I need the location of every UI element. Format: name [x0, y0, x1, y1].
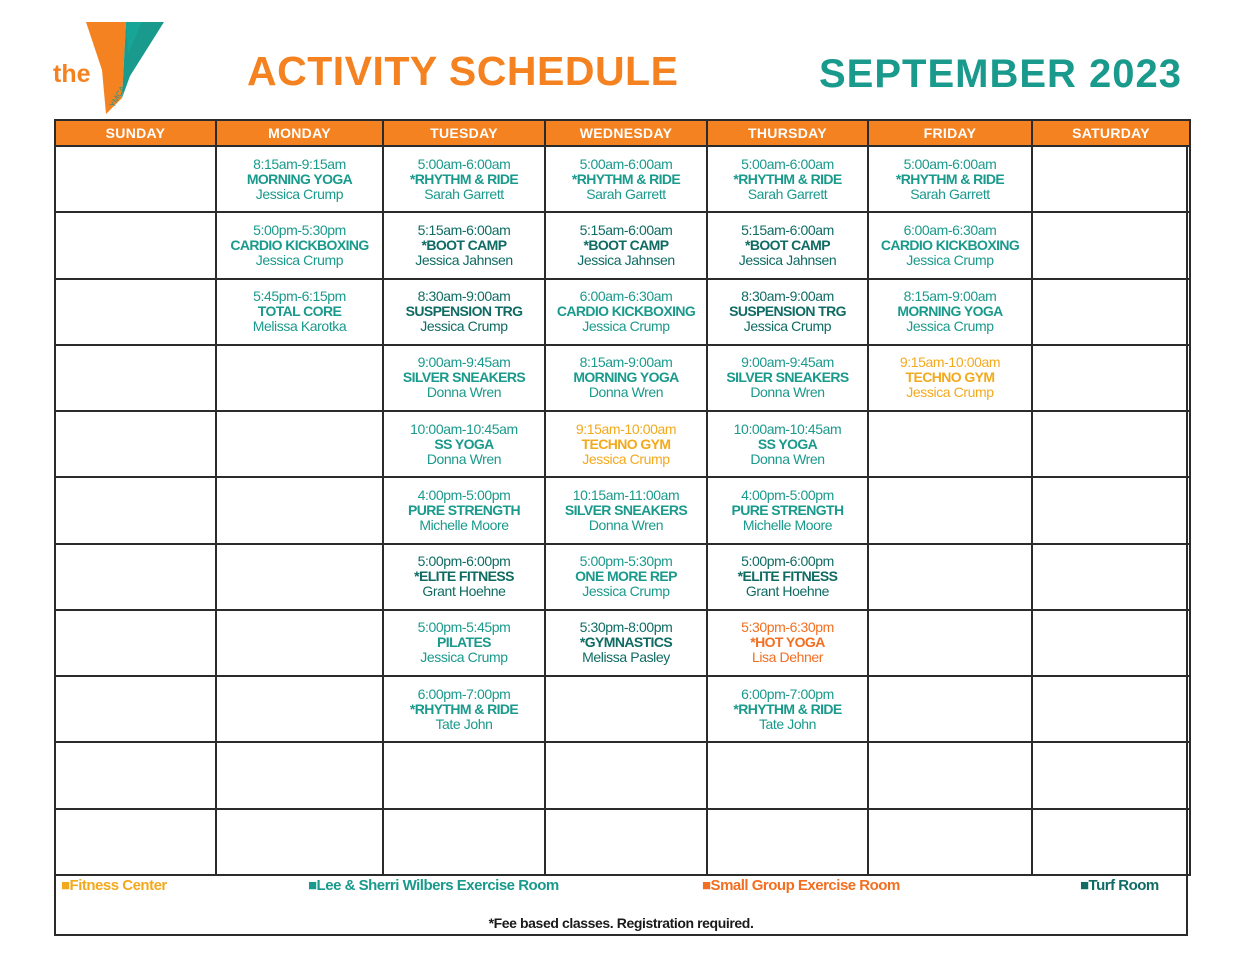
class-instructor: Michelle Moore [742, 516, 833, 533]
legend-small-group: ■Small Group Exercise Room [702, 877, 900, 894]
schedule-cell-wednesday [545, 411, 707, 477]
schedule-cell-monday [216, 279, 383, 345]
page-title: ACTIVITY SCHEDULE [247, 48, 679, 94]
class-time: 9:00am-9:45am [741, 354, 834, 371]
class-entry [384, 223, 544, 268]
class-entry [708, 687, 867, 732]
schedule-cell-sunday [55, 146, 216, 212]
schedule-cell-thursday [707, 212, 868, 278]
schedule-cell-sunday [55, 544, 216, 610]
ymca-sub-text: YMCA [107, 84, 128, 109]
class-instructor: Jessica Crump [255, 251, 344, 268]
class-time: 5:30pm-6:30pm [741, 619, 834, 636]
schedule-table [54, 119, 1191, 876]
schedule-cell-saturday [1032, 544, 1190, 610]
schedule-cell-friday [868, 477, 1032, 543]
class-instructor: Donna Wren [426, 450, 502, 467]
day-header-saturday: SATURDAY [1032, 120, 1190, 146]
schedule-cell-tuesday [383, 212, 545, 278]
legend-fitness-center: ■Fitness Center [61, 877, 167, 894]
class-instructor: Jessica Crump [420, 318, 508, 335]
schedule-row [55, 477, 1190, 543]
class-entry [384, 289, 544, 334]
class-instructor: Jessica Crump [255, 185, 344, 202]
legend-exercise-room: ■Lee & Sherri Wilbers Exercise Room [308, 877, 559, 894]
class-name: *RHYTHM & RIDE [409, 170, 519, 187]
schedule-cell-sunday [55, 610, 216, 676]
class-entry [708, 289, 867, 334]
schedule-row [55, 345, 1190, 411]
class-instructor: Tate John [758, 715, 817, 732]
schedule-cell-tuesday [383, 477, 545, 543]
class-name: *HOT YOGA [750, 634, 825, 651]
class-instructor: Jessica Crump [906, 251, 994, 268]
schedule-cell-saturday [1032, 809, 1190, 875]
class-instructor: Sarah Garrett [910, 185, 990, 202]
schedule-cell-wednesday [545, 146, 707, 212]
schedule-cell-friday [868, 411, 1032, 477]
class-name: *RHYTHM & RIDE [733, 700, 842, 717]
schedule-cell-saturday [1032, 610, 1190, 676]
class-time: 5:00pm-5:30pm [253, 221, 346, 238]
class-time: 9:15am-10:00am [899, 354, 1001, 371]
class-time: 5:45pm-6:15pm [253, 288, 346, 305]
schedule-row [55, 742, 1190, 808]
schedule-cell-monday [216, 212, 383, 278]
schedule-cell-saturday [1032, 742, 1190, 808]
schedule-cell-saturday [1032, 345, 1190, 411]
schedule-cell-wednesday [545, 477, 707, 543]
schedule-cell-monday [216, 676, 383, 742]
schedule-cell-saturday [1032, 477, 1190, 543]
class-name: PILATES [437, 634, 491, 651]
class-time: 5:00pm-6:00pm [417, 553, 511, 570]
class-entry [708, 157, 867, 202]
class-instructor: Michelle Moore [419, 516, 509, 533]
class-name: CARDIO KICKBOXING [880, 236, 1020, 253]
class-time: 5:00am-6:00am [417, 155, 511, 172]
schedule-cell-monday [216, 809, 383, 875]
class-name: *BOOT CAMP [421, 236, 507, 253]
schedule-row [55, 544, 1190, 610]
schedule-cell-saturday [1032, 279, 1190, 345]
schedule-cell-friday [868, 610, 1032, 676]
class-entry [384, 355, 544, 400]
class-name: PURE STRENGTH [408, 501, 520, 518]
class-instructor: Tate John [435, 715, 493, 732]
schedule-row [55, 676, 1190, 742]
schedule-cell-friday [868, 146, 1032, 212]
class-name: *BOOT CAMP [583, 236, 669, 253]
class-entry [384, 554, 544, 599]
schedule-cell-wednesday [545, 676, 707, 742]
class-name: TOTAL CORE [257, 303, 342, 320]
class-name: *RHYTHM & RIDE [733, 170, 842, 187]
schedule-cell-saturday [1032, 212, 1190, 278]
schedule-cell-saturday [1032, 676, 1190, 742]
class-entry [384, 687, 544, 732]
class-entry [217, 157, 382, 202]
class-instructor: Jessica Crump [906, 384, 994, 401]
class-name: SS YOGA [434, 435, 494, 452]
class-instructor: Jessica Crump [582, 583, 670, 600]
class-name: PURE STRENGTH [731, 501, 844, 518]
class-name: SILVER SNEAKERS [402, 369, 526, 386]
class-entry [546, 422, 706, 467]
room-legend [56, 877, 1186, 897]
schedule-cell-friday [868, 742, 1032, 808]
class-entry [546, 620, 706, 665]
schedule-row [55, 146, 1190, 212]
schedule-row [55, 411, 1190, 477]
class-time: 5:00am-6:00am [903, 155, 997, 172]
class-entry [217, 289, 382, 334]
class-time: 5:15am-6:00am [417, 221, 511, 238]
class-time: 8:30am-9:00am [417, 288, 511, 305]
schedule-cell-tuesday [383, 742, 545, 808]
schedule-cell-wednesday [545, 279, 707, 345]
class-entry [708, 422, 867, 467]
class-entry [546, 157, 706, 202]
class-instructor: Lisa Dehner [751, 649, 824, 666]
class-instructor: Jessica Crump [582, 318, 670, 335]
schedule-cell-friday [868, 809, 1032, 875]
class-instructor: Donna Wren [750, 450, 825, 467]
class-instructor: Sarah Garrett [747, 185, 828, 202]
schedule-cell-tuesday [383, 411, 545, 477]
class-time: 4:00pm-5:00pm [417, 486, 511, 503]
class-entry [384, 488, 544, 533]
class-time: 9:15am-10:00am [575, 420, 677, 437]
class-instructor: Donna Wren [588, 516, 664, 533]
class-instructor: Melissa Pasley [582, 649, 670, 666]
schedule-cell-thursday [707, 544, 868, 610]
class-name: SS YOGA [757, 435, 818, 452]
class-entry [546, 554, 706, 599]
class-entry [546, 355, 706, 400]
schedule-cell-thursday [707, 477, 868, 543]
schedule-cell-thursday [707, 411, 868, 477]
class-instructor: Jessica Crump [582, 450, 670, 467]
schedule-cell-friday [868, 676, 1032, 742]
class-name: MORNING YOGA [246, 170, 353, 187]
class-time: 8:15am-9:00am [579, 354, 673, 371]
schedule-cell-monday [216, 742, 383, 808]
class-instructor: Jessica Crump [743, 318, 832, 335]
class-time: 4:00pm-5:00pm [741, 486, 834, 503]
class-name: MORNING YOGA [573, 369, 679, 386]
class-name: MORNING YOGA [897, 303, 1003, 320]
class-instructor: Grant Hoehne [745, 583, 830, 600]
schedule-cell-sunday [55, 742, 216, 808]
schedule-row [55, 610, 1190, 676]
schedule-cell-wednesday [545, 809, 707, 875]
schedule-cell-thursday [707, 610, 868, 676]
class-entry [708, 223, 867, 268]
schedule-row [55, 809, 1190, 875]
schedule-cell-thursday [707, 676, 868, 742]
class-instructor: Melissa Karotka [252, 318, 347, 335]
class-time: 5:30pm-8:00pm [579, 619, 673, 636]
class-instructor: Jessica Crump [420, 649, 508, 666]
day-header-thursday: THURSDAY [707, 120, 868, 146]
schedule-cell-tuesday [383, 809, 545, 875]
schedule-cell-thursday [707, 146, 868, 212]
class-entry [384, 620, 544, 665]
class-time: 10:15am-11:00am [572, 486, 680, 503]
schedule-row [55, 212, 1190, 278]
schedule-cell-sunday [55, 212, 216, 278]
class-entry [869, 223, 1031, 268]
class-instructor: Donna Wren [750, 384, 825, 401]
schedule-cell-wednesday [545, 544, 707, 610]
class-name: *BOOT CAMP [744, 236, 830, 253]
class-name: TECHNO GYM [581, 435, 671, 452]
class-time: 6:00pm-7:00pm [741, 685, 834, 702]
class-instructor: Sarah Garrett [424, 185, 504, 202]
schedule-cell-tuesday [383, 345, 545, 411]
class-time: 8:15am-9:15am [253, 155, 346, 172]
schedule-cell-sunday [55, 279, 216, 345]
day-header-monday: MONDAY [216, 120, 383, 146]
class-entry [384, 422, 544, 467]
schedule-cell-friday [868, 544, 1032, 610]
class-time: 10:00am-10:45am [733, 420, 842, 437]
schedule-cell-tuesday [383, 544, 545, 610]
class-name: ONE MORE REP [575, 568, 677, 585]
class-time: 8:15am-9:00am [903, 288, 997, 305]
schedule-cell-wednesday [545, 212, 707, 278]
class-entry [217, 223, 382, 268]
schedule-cell-monday [216, 477, 383, 543]
class-instructor: Jessica Jahnsen [738, 251, 837, 268]
schedule-cell-friday [868, 345, 1032, 411]
class-time: 10:00am-10:45am [410, 420, 518, 437]
schedule-cell-monday [216, 146, 383, 212]
class-name: *ELITE FITNESS [737, 568, 838, 585]
class-name: CARDIO KICKBOXING [556, 303, 696, 320]
schedule-cell-sunday [55, 676, 216, 742]
schedule-cell-wednesday [545, 610, 707, 676]
day-header-tuesday: TUESDAY [383, 120, 545, 146]
class-entry [546, 223, 706, 268]
schedule-cell-thursday [707, 279, 868, 345]
schedule-month: SEPTEMBER 2023 [818, 52, 1182, 96]
class-instructor: Jessica Crump [906, 318, 994, 335]
day-header-wednesday: WEDNESDAY [545, 120, 707, 146]
schedule-cell-monday [216, 610, 383, 676]
class-instructor: Sarah Garrett [586, 185, 666, 202]
class-name: TECHNO GYM [905, 369, 995, 386]
class-name: SUSPENSION TRG [405, 303, 523, 320]
schedule-cell-saturday [1032, 146, 1190, 212]
class-entry [546, 488, 706, 533]
class-time: 5:00pm-5:45pm [417, 619, 511, 636]
class-instructor: Jessica Jahnsen [577, 251, 675, 268]
class-time: 5:15am-6:00am [741, 221, 834, 238]
logo-the-text: the [53, 60, 91, 88]
schedule-cell-thursday [707, 345, 868, 411]
class-time: 5:00am-6:00am [579, 155, 673, 172]
class-name: *GYMNASTICS [579, 634, 673, 651]
class-time: 6:00pm-7:00pm [417, 685, 511, 702]
class-time: 5:00pm-6:00pm [741, 553, 834, 570]
schedule-cell-tuesday [383, 610, 545, 676]
class-entry [869, 289, 1031, 334]
schedule-cell-monday [216, 544, 383, 610]
class-entry [708, 620, 867, 665]
schedule-cell-thursday [707, 809, 868, 875]
schedule-cell-friday [868, 212, 1032, 278]
class-entry [708, 554, 867, 599]
schedule-cell-sunday [55, 345, 216, 411]
schedule-cell-friday [868, 279, 1032, 345]
schedule-cell-sunday [55, 477, 216, 543]
schedule-cell-sunday [55, 809, 216, 875]
class-time: 8:30am-9:00am [741, 288, 834, 305]
class-instructor: Donna Wren [588, 384, 664, 401]
schedule-cell-wednesday [545, 345, 707, 411]
class-entry [708, 355, 867, 400]
day-header-sunday: SUNDAY [55, 120, 216, 146]
schedule-cell-sunday [55, 411, 216, 477]
class-instructor: Donna Wren [426, 384, 502, 401]
schedule-cell-wednesday [545, 742, 707, 808]
schedule-cell-monday [216, 345, 383, 411]
class-time: 6:00am-6:30am [579, 288, 673, 305]
class-name: *ELITE FITNESS [414, 568, 514, 585]
class-instructor: Grant Hoehne [422, 583, 506, 600]
schedule-cell-tuesday [383, 146, 545, 212]
schedule-cell-tuesday [383, 279, 545, 345]
class-name: *RHYTHM & RIDE [895, 170, 1005, 187]
class-time: 5:15am-6:00am [579, 221, 673, 238]
class-name: *RHYTHM & RIDE [571, 170, 681, 187]
class-entry [708, 488, 867, 533]
class-time: 6:00am-6:30am [903, 221, 997, 238]
schedule-cell-saturday [1032, 411, 1190, 477]
class-instructor: Jessica Jahnsen [415, 251, 513, 268]
schedule-cell-thursday [707, 742, 868, 808]
footer-note: *Fee based classes. Registration required. [488, 915, 754, 931]
class-entry [869, 157, 1031, 202]
class-name: SILVER SNEAKERS [726, 369, 849, 386]
legend-turf-room: ■Turf Room [1080, 877, 1159, 894]
schedule-body [55, 146, 1190, 875]
schedule-row [55, 279, 1190, 345]
class-time: 5:00pm-5:30pm [579, 553, 673, 570]
class-entry [384, 157, 544, 202]
class-name: *RHYTHM & RIDE [409, 700, 519, 717]
class-entry [546, 289, 706, 334]
class-time: 9:00am-9:45am [417, 354, 511, 371]
day-header-row [55, 120, 1190, 146]
class-name: SUSPENSION TRG [729, 303, 846, 320]
schedule-cell-monday [216, 411, 383, 477]
class-name: CARDIO KICKBOXING [230, 236, 369, 253]
class-name: SILVER SNEAKERS [564, 501, 688, 518]
class-entry [869, 355, 1031, 400]
schedule-cell-tuesday [383, 676, 545, 742]
day-header-friday: FRIDAY [868, 120, 1032, 146]
class-time: 5:00am-6:00am [741, 155, 834, 172]
